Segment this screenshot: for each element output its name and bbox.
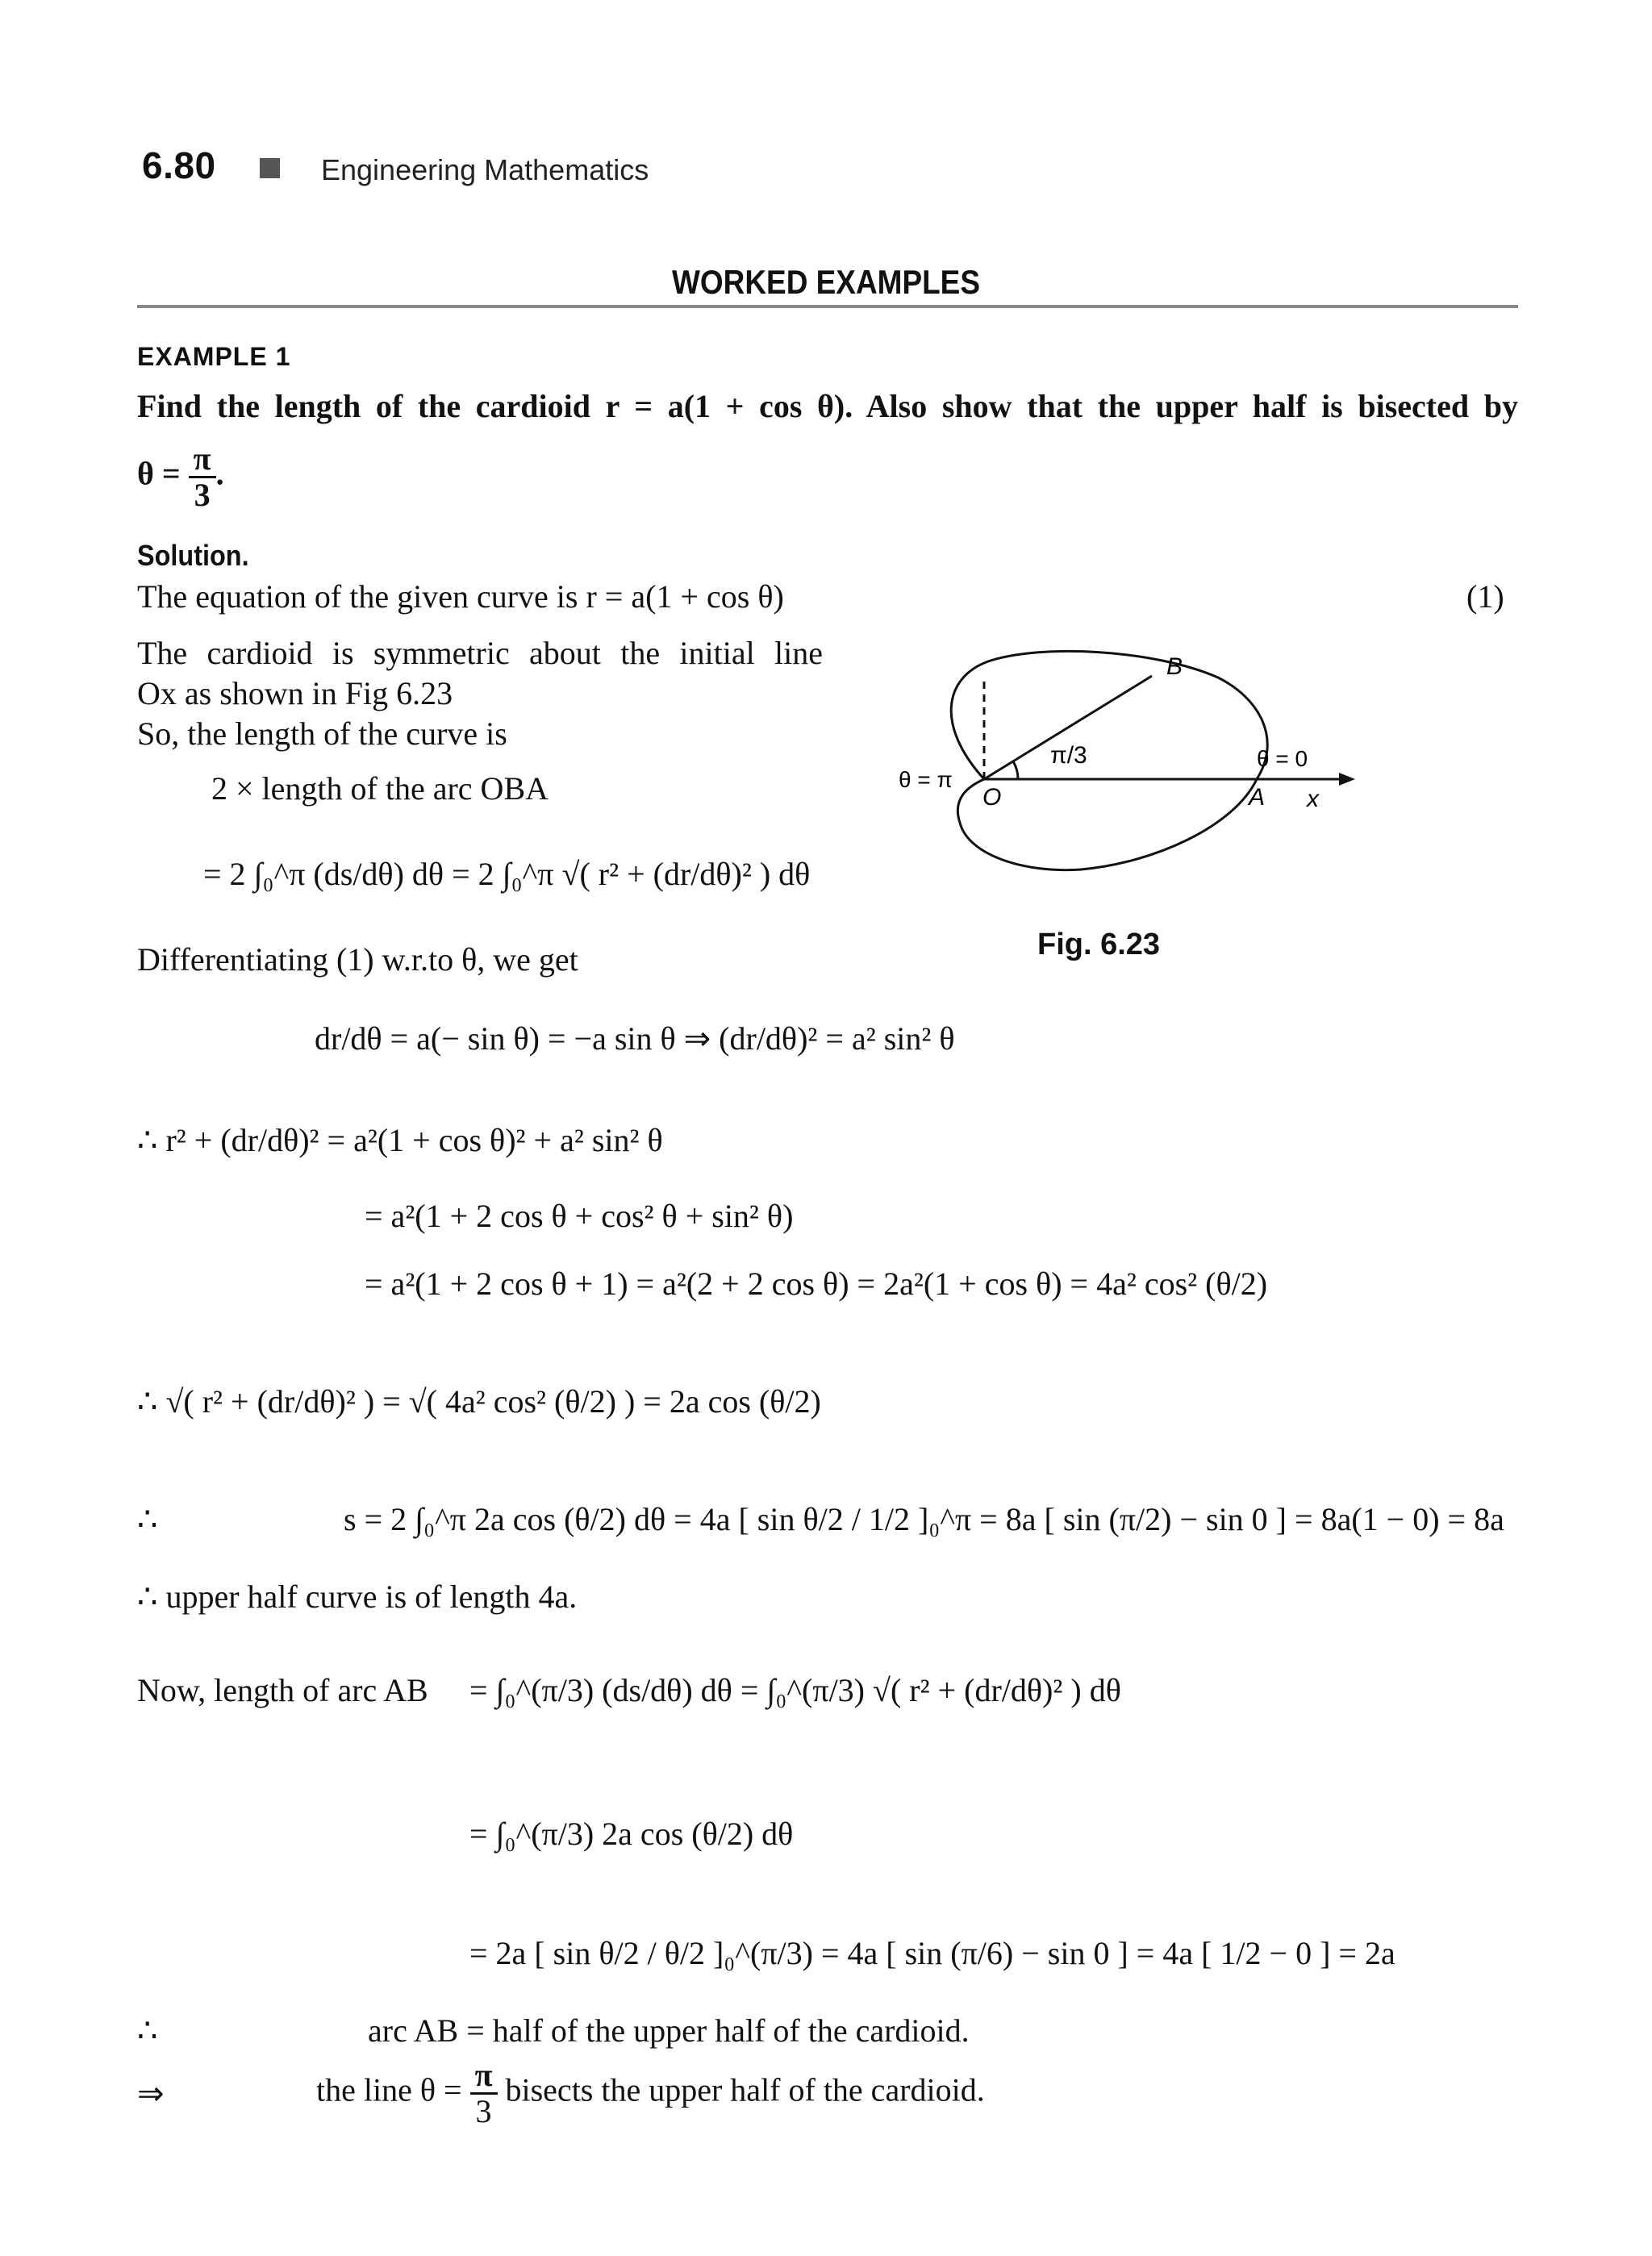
sum-of-squares-equation: ∴ r² + (dr/dθ)² = a²(1 + cos θ)² + a² sin² θ (137, 1122, 663, 1158)
square-root-line: ∴ √( r² + (dr/dθ)² ) = √( 4a² cos² (θ/2) ) = 2a cos (θ/2) (137, 1383, 821, 1420)
arc-length-integral: = 2 ∫₀^π (ds/dθ) dθ = 2 ∫₀^π √( r² + (dr/dθ)² ) dθ (203, 856, 811, 892)
label-A: A (1249, 784, 1266, 811)
label-O: O (982, 784, 1002, 811)
problem-pi-over-3 (189, 442, 216, 512)
solution-line-5: 2 × length of the arc OBA (211, 770, 549, 807)
problem-theta-lhs: θ = (137, 455, 181, 492)
final-pre: the line θ = (316, 2071, 462, 2108)
problem-period: . (215, 455, 224, 492)
equation-number: (1) (1466, 578, 1504, 615)
upper-half-length: ∴ upper half curve is of length 4a. (137, 1578, 578, 1615)
simplification-line: = a²(1 + 2 cos θ + 1) = a²(2 + 2 cos θ) = 2a²(1 + cos θ) = 4a² cos² (θ/2) (365, 1266, 1268, 1302)
label-pi-over-3: π/3 (1050, 742, 1087, 769)
header-square-icon (260, 158, 280, 178)
section-title: WORKED EXAMPLES (672, 263, 980, 301)
arc-ab-integral-2: = ∫₀^(π/3) 2a cos (θ/2) dθ (469, 1816, 794, 1852)
arc-ab-integral: = ∫₀^(π/3) (ds/dθ) dθ = ∫₀^(π/3) √( r² + (dr/dθ)² ) dθ (469, 1672, 1121, 1708)
axis-arrow-icon (1339, 773, 1355, 786)
arc-ab-result: = 2a [ sin θ/2 / θ/2 ]₀^(π/3) = 4a [ sin (π/6) − sin 0 ] = 4a [ 1/2 − 0 ] = 2a (469, 1935, 1395, 1971)
label-theta-0: θ = 0 (1257, 746, 1308, 771)
page-number: 6.80 (142, 144, 216, 186)
label-B: B (1166, 653, 1183, 680)
therefore-symbol-1: ∴ (137, 1501, 158, 1537)
derivative-equation: dr/dθ = a(− sin θ) = −a sin θ ⇒ (dr/dθ)² = a² sin² θ (315, 1020, 955, 1057)
problem-frac-num: π (189, 442, 216, 478)
final-post: bisects the upper half of the cardioid. (505, 2071, 985, 2108)
solution-label: Solution. (137, 539, 249, 572)
solution-line-4: So, the length of the curve is (137, 715, 507, 752)
solution-line-1: The equation of the given curve is r = a(1 + cos θ) (137, 578, 784, 615)
problem-statement-line-2 (137, 442, 224, 512)
therefore-symbol-2: ∴ (137, 2012, 158, 2049)
label-x: x (1307, 786, 1319, 812)
cardioid-curve (951, 651, 1267, 869)
figure-caption: Fig. 6.23 (1037, 928, 1161, 961)
label-theta-pi: θ = π (899, 767, 953, 792)
angle-arc (1013, 761, 1018, 779)
total-length-equation: s = 2 ∫₀^π 2a cos (θ/2) dθ = 4a [ sin θ/2 / 1/2 ]₀^π = 8a [ sin (π/2) − sin 0 ] = 8a(1 − 0) = 8a (344, 1501, 1504, 1537)
problem-statement-line-1: Find the length of the cardioid r = a(1 + cos θ). Also show that the upper half is bisected by (137, 388, 1518, 424)
example-label: EXAMPLE 1 (137, 342, 291, 371)
final-frac-den: 3 (475, 2093, 492, 2129)
final-pi-over-3 (470, 2058, 498, 2129)
arc-ab-conclusion: arc AB = half of the upper half of the cardioid. (368, 2012, 970, 2049)
arc-ab-label: Now, length of arc AB (137, 1672, 428, 1708)
implies-symbol: ⇒ (137, 2075, 165, 2112)
solution-line-7: Differentiating (1) w.r.to θ, we get (137, 941, 578, 978)
section-rule (137, 305, 1518, 308)
cardioid-figure (879, 629, 1379, 919)
solution-line-2: The cardioid is symmetric about the initial line (137, 635, 823, 671)
solution-line-3: Ox as shown in Fig 6.23 (137, 675, 453, 711)
final-conclusion (316, 2058, 985, 2129)
final-frac-num: π (470, 2058, 498, 2095)
book-title: Engineering Mathematics (321, 153, 649, 186)
expansion-line: = a²(1 + 2 cos θ + cos² θ + sin² θ) (365, 1198, 794, 1234)
problem-frac-den: 3 (194, 477, 211, 513)
